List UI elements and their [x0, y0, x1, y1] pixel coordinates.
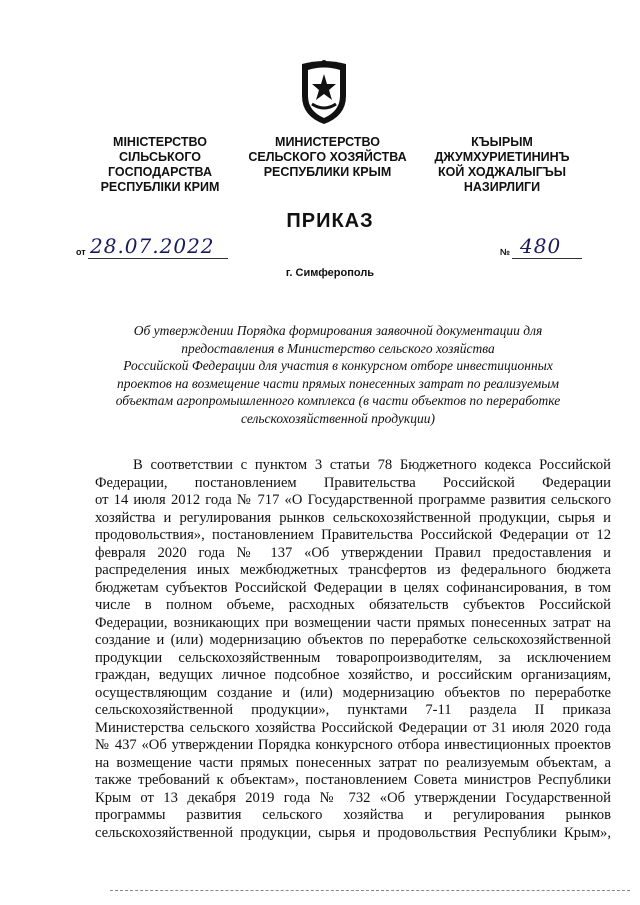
subject-line: предоставления в Министерство сельского хозяйства: [181, 340, 495, 356]
order-number-value: 480: [520, 234, 562, 258]
body-line: создание и (или) модернизацию объектов по переработке сельскохозяйственной: [95, 632, 611, 648]
subject-line: Российской Федерации для участия в конкурсном отборе инвестиционных: [123, 358, 553, 373]
header-left-line: МІНІСТЕРСТВО: [113, 135, 207, 149]
header-left-line: СІЛЬСЬКОГО: [119, 150, 201, 164]
body-line: от 14 июля 2012 года № 717 «О Государственной программе развития сельского: [95, 492, 611, 508]
order-body-text: [95, 457, 611, 842]
header-right-line: НАЗИРЛИГИ: [463, 180, 541, 194]
body-line: программы развития сельского хозяйства и регулирования рынков: [95, 807, 611, 823]
body-line: числе в полном объеме, расходных обязательств субъектов Российской: [95, 597, 611, 613]
subject-line: Об утверждении Порядка формирования заявочной документации для: [133, 323, 543, 338]
body-line: на возмещение части прямых понесенных затрат по реализуемым объектам, а: [95, 754, 611, 771]
header-right-line: КОЙ ХОДЖАЛЫГЪЫ: [438, 165, 566, 179]
body-line: февраля 2020 года № 137 «Об утверждении Правил предоставления и: [95, 544, 611, 561]
body-line: Крым от 13 декабря 2019 года № 732 «Об утверждении Государственной: [95, 789, 611, 806]
body-line: распределения иных межбюджетных трансфертов из федерального бюджета: [95, 562, 611, 578]
header-ministry-russian: [245, 135, 410, 180]
body-line: продукции сельскохозяйственным товаропроизводителям, за исключением: [95, 649, 611, 666]
body-line: сельскохозяйственной продукции», пунктами 7-11 раздела II приказа: [95, 702, 611, 718]
header-left-line: РЕСПУБЛІКИ КРИМ: [100, 180, 220, 194]
header-center-line: СЕЛЬСКОГО ХОЗЯЙСТВА: [248, 150, 407, 164]
header-left-line: ГОСПОДАРСТВА: [108, 165, 212, 179]
order-subject: [95, 322, 581, 427]
body-line: Федерации, постановлением Правительства Российской Федерации: [95, 474, 611, 491]
body-line: Министерства сельского хозяйства Российской Федерации от 31 июля 2020 года: [95, 719, 611, 736]
header-center-line: МИНИСТЕРСТВО: [275, 135, 380, 149]
body-line: хозяйства и регулирования рынков сельскохозяйственной продукции, сырья и: [95, 509, 611, 526]
coat-of-arms-emblem: [296, 58, 352, 126]
number-label: №: [500, 247, 511, 257]
body-line: осуществляющим создание и (или) модернизацию объектов по переработке: [95, 684, 611, 701]
subject-line: проектов на возмещение части прямых понесенных затрат по реализуемым: [117, 375, 559, 391]
body-line: также требований к объектам», постановлением Совета министров Республики: [95, 772, 611, 788]
header-ministry-ukrainian: [80, 135, 240, 195]
body-line: В соответствии с пунктом 3 статьи 78 Бюджетного кодекса Российской: [133, 457, 611, 473]
header-center-line: РЕСПУБЛИКИ КРЫМ: [263, 165, 392, 179]
header-right-line: ДЖУМХУРИЕТИНИНЪ: [434, 150, 570, 164]
header-right-line: КЪЫРЫМ: [471, 135, 533, 149]
body-line: граждан, ведущих личное подсобное хозяйство, и российским организациям,: [95, 667, 611, 683]
body-line: Федерации, возникающих при возмещении части прямых понесенных затрат на: [95, 614, 611, 631]
body-line: сельскохозяйственной продукции, сырья и продовольствия Республики Крым»,: [95, 824, 611, 841]
date-underline: [88, 258, 228, 259]
body-line: бюджетам субъектов Российской Федерации в целях софинансирования, в том: [95, 579, 611, 596]
page-bottom-edge: [110, 890, 630, 891]
subject-line: объектам агропромышленного комплекса (в части объектов по переработке: [115, 393, 561, 408]
header-ministry-crimean-tatar: [418, 135, 586, 195]
date-value: 28.07.2022: [90, 234, 215, 258]
date-label: от: [76, 247, 86, 257]
number-underline: [512, 258, 582, 259]
body-line: продовольствия», постановлением Правительства Российской Федерации от 12: [95, 527, 611, 543]
body-line: № 437 «Об утверждении Порядка конкурсного отбора инвестиционных проектов: [95, 737, 611, 753]
city-line: г. Симферополь: [285, 267, 375, 279]
subject-line: сельскохозяйственной продукции): [241, 410, 435, 426]
document-title: ПРИКАЗ: [286, 210, 374, 232]
